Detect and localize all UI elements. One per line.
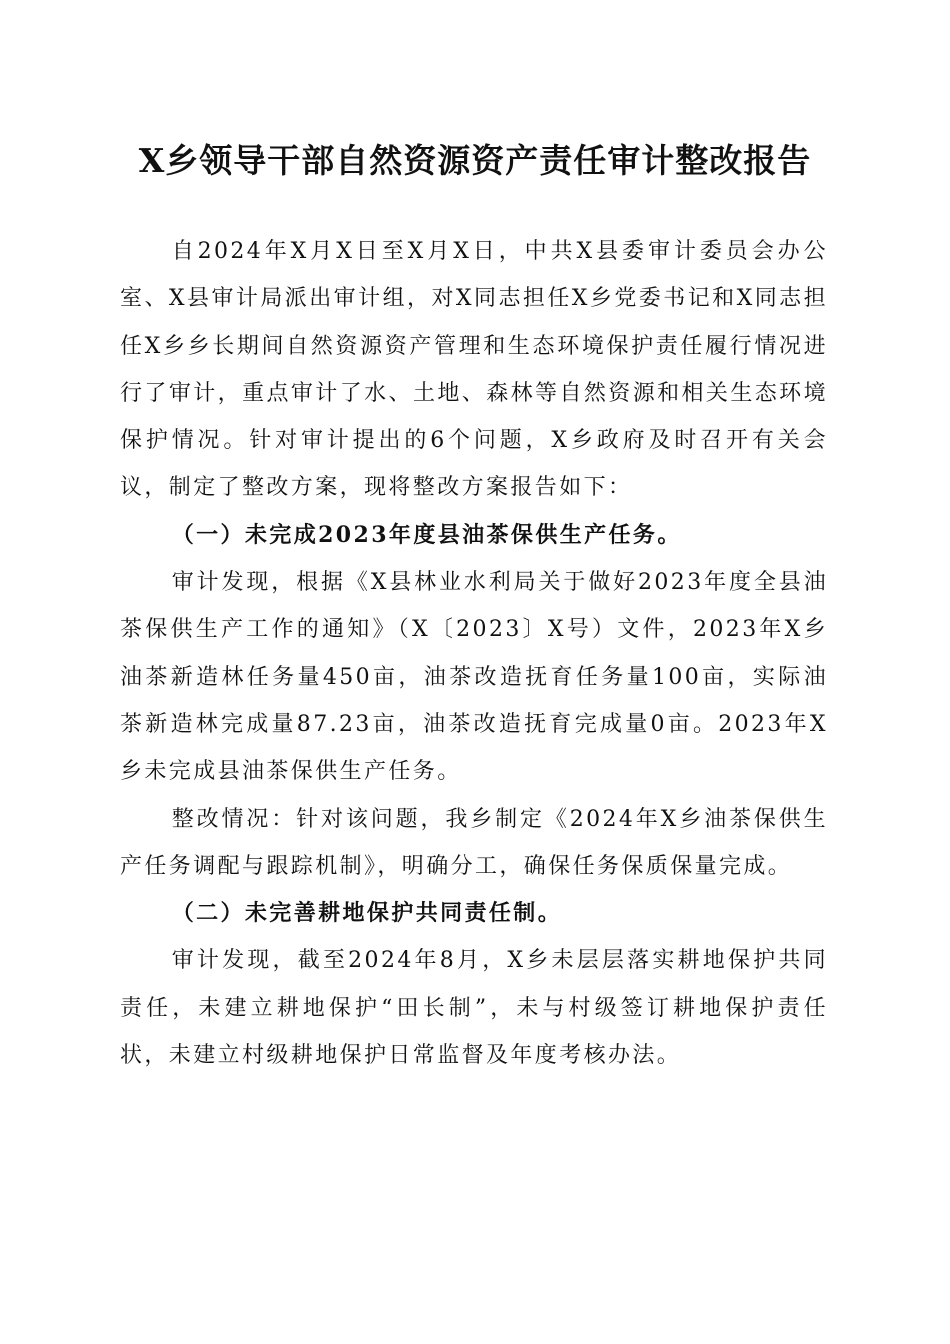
document-title: X乡领导干部自然资源资产责任审计整改报告	[138, 141, 812, 180]
section-2-heading: （二）未完善耕地保护共同责任制。	[171, 900, 563, 927]
intro-paragraph: 自2024年X月X日至X月X日，中共X县委审计委员会办公室、X县审计局派出审计组，对X同志担任X乡党委书记和X同志担任X乡乡长期间自然资源资产管理和生态环境保护责任履行情况进行了审计，重点审计了水、土地、森林等自然资源和相关生态环境保护情况。针对审计提出的6个问题，X乡政府及时召开有关会议，制定了整改方案，现将整改方案报告如下：	[120, 239, 828, 501]
section-1-rectification: 整改情况：针对该问题，我乡制定《2024年X乡油茶保供生产任务调配与跟踪机制》，明确分工，确保任务保质保量完成。	[120, 806, 828, 879]
section-1-heading: （一）未完成2023年度县油茶保供生产任务。	[171, 521, 682, 548]
document-body	[120, 228, 828, 1079]
section-2-finding: 审计发现，截至2024年8月，X乡未层层落实耕地保护共同责任，未建立耕地保护“田长制”，未与村级签订耕地保护责任状，未建立村级耕地保护日常监督及年度考核办法。	[120, 948, 828, 1069]
section-1-finding: 审计发现，根据《X县林业水利局关于做好2023年度全县油茶保供生产工作的通知》（X〔2023〕X号）文件，2023年X乡油茶新造林任务量450亩，油茶改造抚育任务量100亩，实际油茶新造林完成量87.23亩，油茶改造抚育完成量0亩。2023年X乡未完成县油茶保供生产任务。	[120, 570, 828, 785]
